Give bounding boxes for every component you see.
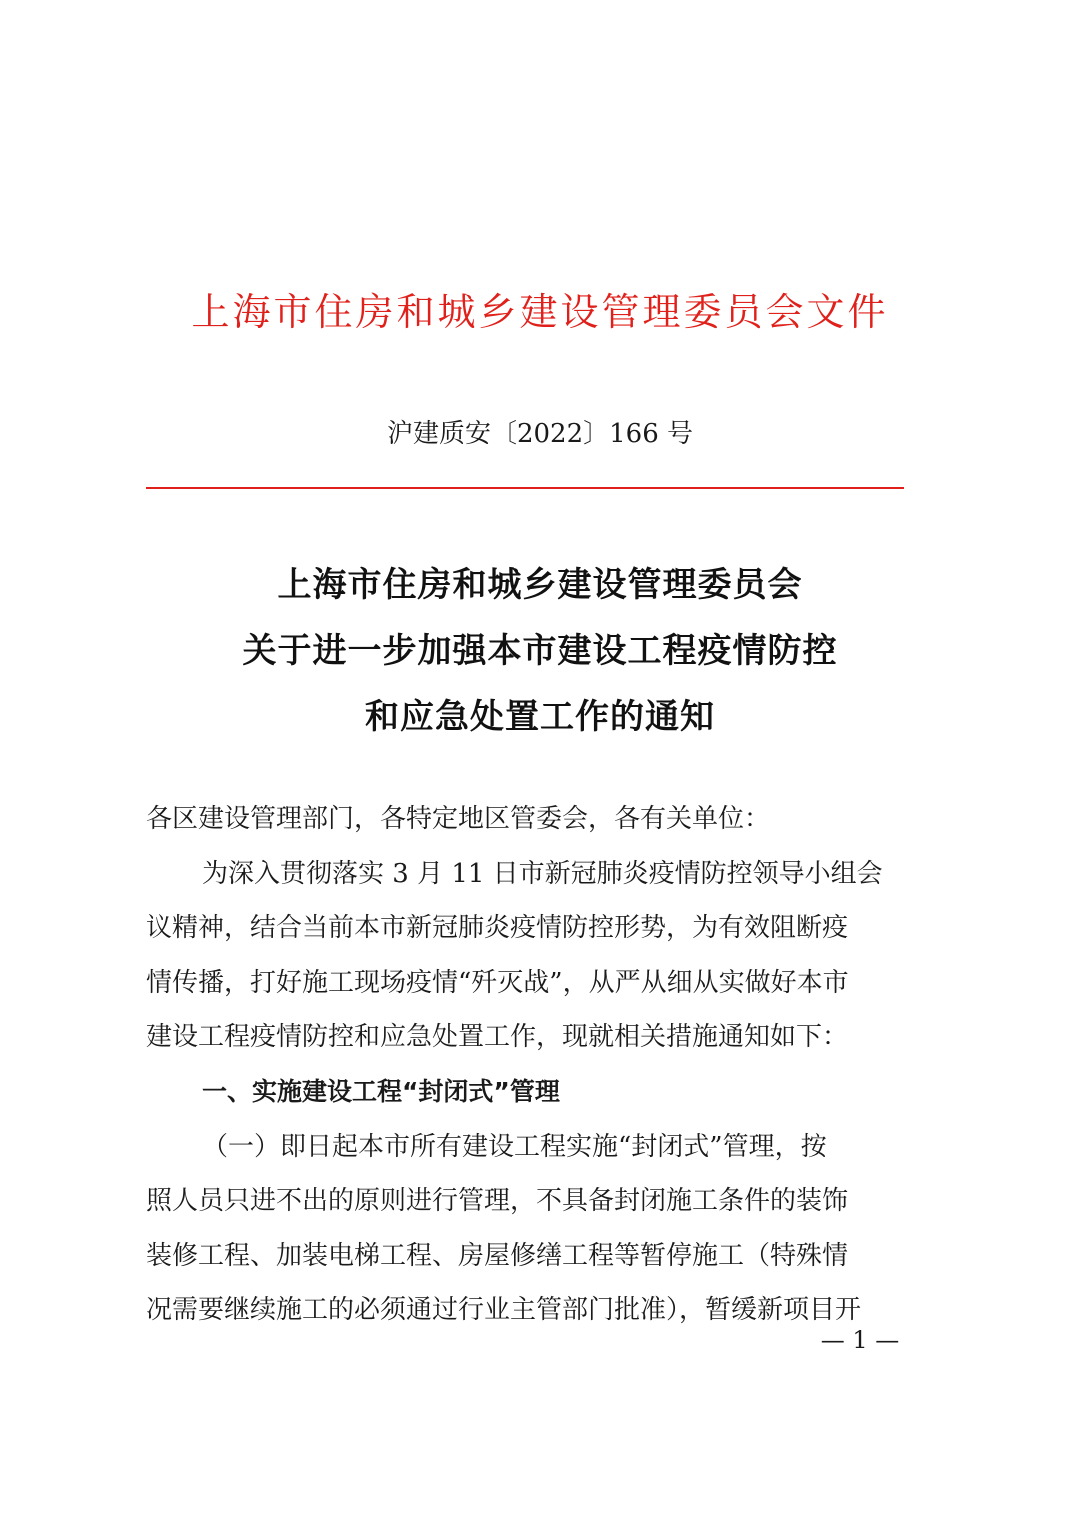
notice-body xyxy=(146,792,936,1338)
body-line: 装修工程、加装电梯工程、房屋修缮工程等暂停施工（特殊情 xyxy=(146,1240,849,1271)
red-divider-line xyxy=(146,487,904,489)
title-line-2: 关于进一步加强本市建设工程疫情防控 xyxy=(242,631,838,671)
body-line: 况需要继续施工的必须通过行业主管部门批准），暂缓新项目开 xyxy=(146,1295,862,1326)
document-number: 沪建质安〔2022〕166 号 xyxy=(386,419,694,449)
body-line: （一）即日起本市所有建设工程实施“封闭式”管理，按 xyxy=(202,1131,827,1162)
page-number: — 1 — xyxy=(820,1326,900,1354)
masthead-title: 上海市住房和城乡建设管理委员会文件 xyxy=(191,290,889,334)
body-line: 情传播，打好施工现场疫情“歼灭战”，从严从细从实做好本市 xyxy=(146,967,849,998)
body-line: 议精神，结合当前本市新冠肺炎疫情防控形势，为有效阻断疫 xyxy=(146,913,849,944)
section-heading: 一、实施建设工程“封闭式”管理 xyxy=(202,1076,560,1106)
salutation: 各区建设管理部门，各特定地区管委会，各有关单位： xyxy=(146,804,771,834)
title-line-3: 和应急处置工作的通知 xyxy=(365,697,715,737)
notice-title xyxy=(0,552,1080,750)
body-line: 为深入贯彻落实 3 月 11 日市新冠肺炎疫情防控领导小组会 xyxy=(202,858,883,889)
body-line: 照人员只进不出的原则进行管理，不具备封闭施工条件的装饰 xyxy=(146,1186,849,1217)
title-line-1: 上海市住房和城乡建设管理委员会 xyxy=(277,565,803,605)
body-line: 建设工程疫情防控和应急处置工作，现就相关措施通知如下： xyxy=(146,1022,849,1053)
